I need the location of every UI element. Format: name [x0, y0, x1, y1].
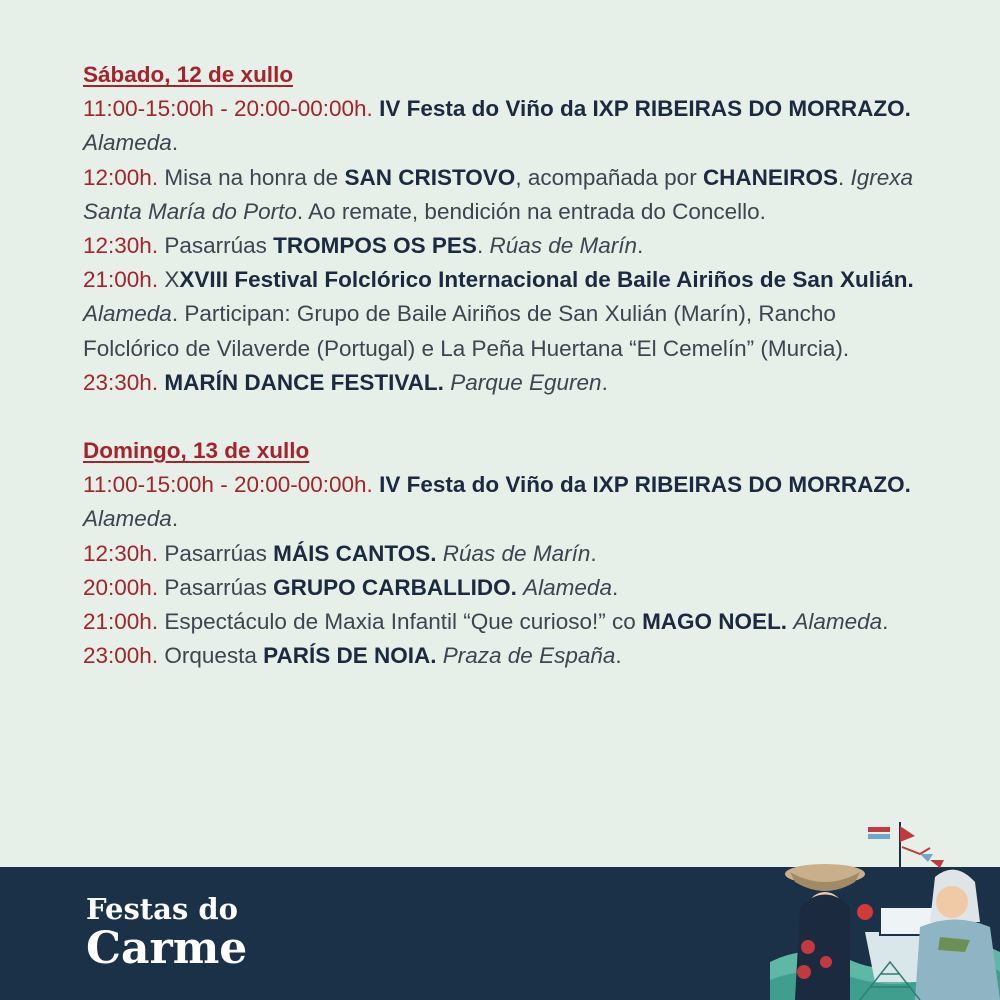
day-section: [83, 434, 923, 673]
event-text: .: [601, 369, 608, 395]
event-text: . Ao remate, bendición na entrada do Concello.: [296, 198, 766, 224]
program-content: [83, 58, 923, 673]
event-text: .: [171, 130, 179, 156]
day-title: Sábado, 12 de xullo: [83, 62, 294, 87]
event-time: 12:30h.: [83, 540, 159, 566]
brand-logo: [86, 892, 247, 972]
event-text: .: [476, 233, 490, 259]
event-text: Pasarrúas: [158, 233, 274, 259]
event-time: 12:00h.: [83, 164, 159, 190]
event-name: SAN CRISTOVO: [344, 164, 516, 190]
event-text: .: [637, 233, 644, 259]
event-name: GRUPO CARBALLIDO.: [273, 574, 517, 600]
event-entry: [83, 366, 923, 400]
event-text: Espectáculo de Maxia Infantil “Que curioso!” co: [158, 609, 643, 635]
event-entry: [83, 161, 923, 229]
event-entry: [83, 537, 923, 571]
event-text: , acompañada por: [515, 164, 703, 190]
event-text: X: [158, 267, 180, 293]
event-text: .: [882, 609, 889, 635]
event-text: Pasarrúas: [158, 540, 274, 566]
event-name: IV Festa do Viño da IXP RIBEIRAS DO MORRAZO.: [379, 96, 911, 122]
event-text: Orquesta: [158, 643, 264, 669]
brand-line-1: Festas do: [86, 892, 239, 926]
event-venue: Parque Eguren: [450, 369, 602, 395]
event-name: PARÍS DE NOIA.: [263, 643, 437, 669]
event-venue: Alameda: [83, 506, 172, 532]
event-text: .: [590, 540, 597, 566]
event-entry: [83, 639, 923, 673]
event-name: IV Festa do Viño da IXP RIBEIRAS DO MORRAZO.: [379, 472, 911, 498]
event-text: .: [615, 643, 622, 669]
event-entry: [83, 229, 923, 263]
day-section: [83, 58, 923, 400]
event-text: .: [837, 164, 851, 190]
event-time: 21:00h.: [83, 267, 159, 293]
event-name: TROMPOS OS PES: [273, 233, 477, 259]
event-time: 20:00h.: [83, 574, 159, 600]
event-name: MÁIS CANTOS.: [273, 540, 437, 566]
event-time: 11:00-15:00h - 20:00-00:00h.: [83, 96, 373, 122]
event-text: Pasarrúas: [158, 574, 274, 600]
brand-line-2: Carme: [86, 923, 248, 974]
event-venue: Alameda: [83, 301, 172, 327]
event-name: MARÍN DANCE FESTIVAL.: [164, 369, 444, 395]
event-name: CHANEIROS: [702, 164, 838, 190]
event-venue: Alameda: [523, 574, 612, 600]
event-venue: Rúas de Marín: [442, 540, 591, 566]
event-text: .: [611, 574, 619, 600]
event-time: 12:30h.: [83, 233, 159, 259]
day-title: Domingo, 13 de xullo: [83, 438, 310, 464]
event-entry: [83, 605, 923, 639]
event-text: Misa na honra de: [158, 164, 345, 190]
event-time: 23:30h.: [83, 369, 159, 395]
event-venue: Alameda: [793, 609, 883, 635]
event-text: . Participan: Grupo de Baile Airiños de San Xulián (Marín), Rancho Folclórico de Vilaverde (Portugal) e La Peña Huertana “El Cemelín” (Murcia).: [83, 301, 850, 361]
event-entry: [83, 263, 923, 366]
event-entry: [83, 571, 923, 605]
event-venue: Rúas de Marín: [489, 233, 638, 259]
event-entry: [83, 92, 923, 160]
event-time: 11:00-15:00h - 20:00-00:00h.: [83, 472, 373, 498]
festival-illustration-icon: [770, 812, 1000, 1000]
event-time: 21:00h.: [83, 609, 159, 635]
event-name: MAGO NOEL.: [642, 609, 788, 635]
event-text: .: [171, 506, 179, 532]
event-venue: Alameda: [83, 130, 172, 156]
event-time: 23:00h.: [83, 643, 159, 669]
event-venue: Praza de España: [442, 643, 616, 669]
event-venue: Igrexa Santa María do Porto: [83, 164, 914, 224]
event-entry: [83, 468, 923, 536]
event-name: XVIII Festival Folclórico Internacional de Baile Airiños de San Xulián.: [179, 267, 914, 293]
